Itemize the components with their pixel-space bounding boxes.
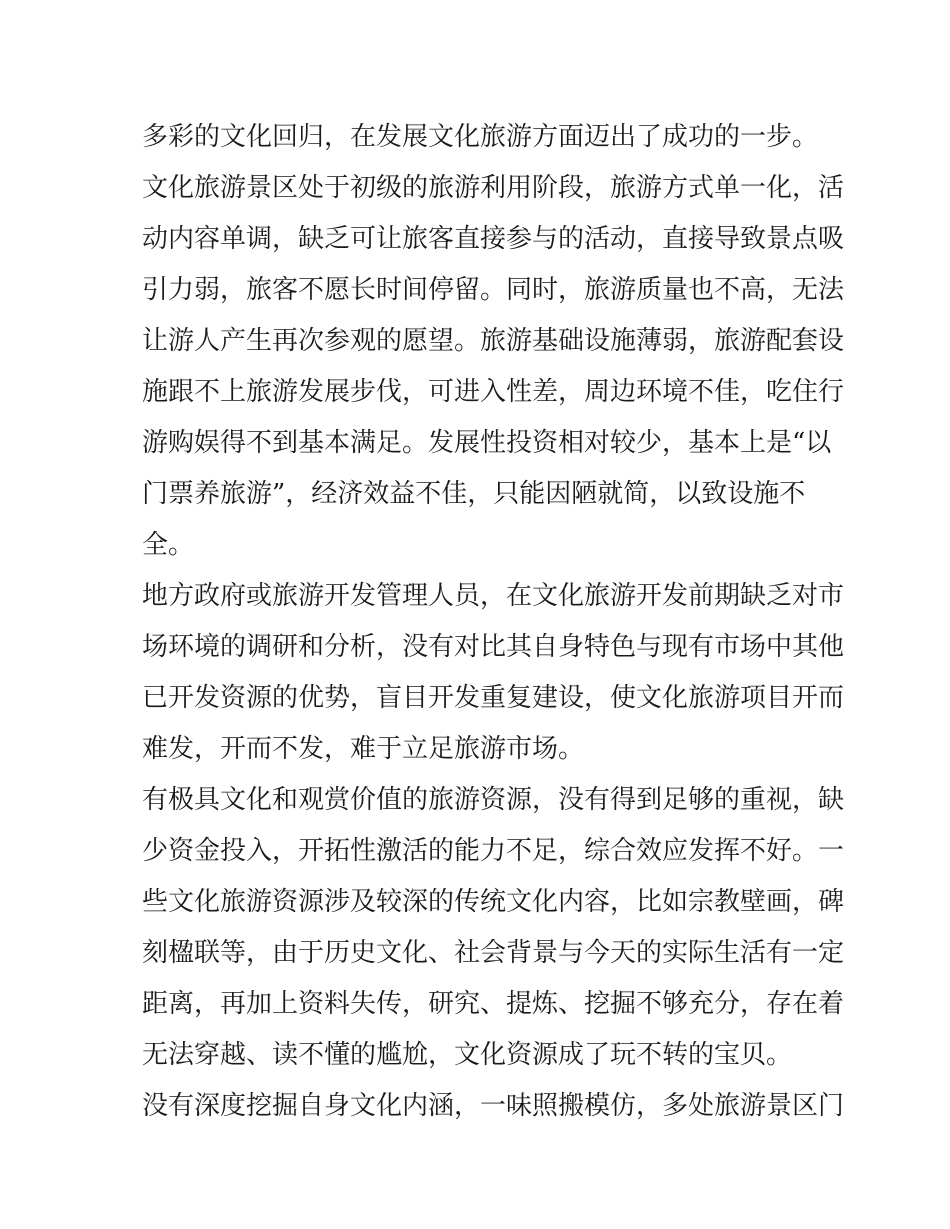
text-line: 些文化旅游资源涉及较深的传统文化内容，比如宗教壁画，碑 bbox=[142, 887, 845, 917]
text-line: 文化旅游景区处于初级的旅游利用阶段，旅游方式单一化，活 bbox=[142, 173, 845, 203]
text-line: 刻楹联等，由于历史文化、社会背景与今天的实际生活有一定 bbox=[142, 938, 845, 968]
text-line: 没有深度挖掘自身文化内涵，一味照搬模仿，多处旅游景区门 bbox=[142, 1091, 845, 1121]
text-line: 距离，再加上资料失传，研究、提炼、挖掘不够充分，存在着 bbox=[142, 989, 845, 1019]
text-line: 难发，开而不发，难于立足旅游市场。 bbox=[142, 734, 585, 764]
text-line: 场环境的调研和分析，没有对比其自身特色与现有市场中其他 bbox=[142, 632, 845, 662]
text-line: 少资金投入，开拓性激活的能力不足，综合效应发挥不好。一 bbox=[142, 836, 845, 866]
text-line: 游购娱得不到基本满足。发展性投资相对较少，基本上是“以 bbox=[142, 428, 832, 458]
document-body bbox=[142, 112, 845, 1132]
text-line: 动内容单调，缺乏可让旅客直接参与的活动，直接导致景点吸 bbox=[142, 224, 845, 254]
text-line: 已开发资源的优势，盲目开发重复建设，使文化旅游项目开而 bbox=[142, 683, 845, 713]
text-line: 有极具文化和观赏价值的旅游资源，没有得到足够的重视，缺 bbox=[142, 785, 845, 815]
text-line: 门票养旅游”，经济效益不佳，只能因陋就简，以致设施不 bbox=[142, 479, 806, 509]
text-line: 无法穿越、读不懂的尴尬，文化资源成了玩不转的宝贝。 bbox=[142, 1040, 793, 1070]
text-line: 让游人产生再次参观的愿望。旅游基础设施薄弱，旅游配套设 bbox=[142, 326, 845, 356]
text-line: 引力弱，旅客不愿长时间停留。同时，旅游质量也不高，无法 bbox=[142, 275, 845, 305]
text-line: 施跟不上旅游发展步伐，可进入性差，周边环境不佳，吃住行 bbox=[142, 377, 845, 407]
text-line: 地方政府或旅游开发管理人员，在文化旅游开发前期缺乏对市 bbox=[142, 581, 845, 611]
text-line: 多彩的文化回归，在发展文化旅游方面迈出了成功的一步。 bbox=[142, 122, 819, 152]
text-line: 全。 bbox=[142, 530, 195, 560]
